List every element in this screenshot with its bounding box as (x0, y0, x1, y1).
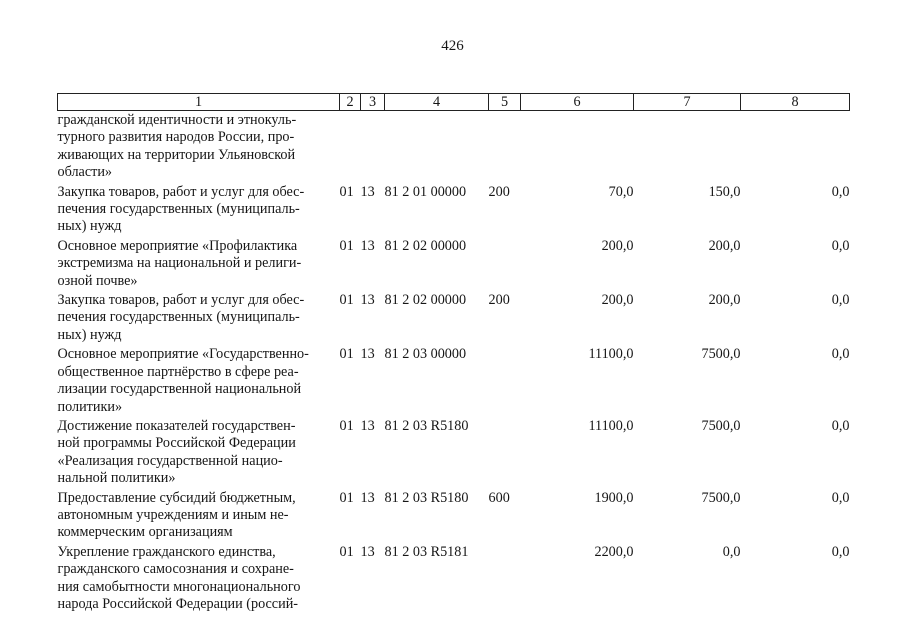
row-name-line: политики» (57, 398, 123, 415)
header-col-1: 1 (58, 94, 340, 111)
row-name-line: печения государственных (муниципаль- (57, 309, 300, 326)
row-name-line: озной почве» (57, 272, 138, 289)
row-c7-cell: 7500,0 (701, 346, 741, 363)
row-c2-cell: 01 (339, 237, 354, 254)
header-col-4: 4 (385, 94, 489, 111)
row-name-cell (58, 111, 340, 183)
row-c6-cell: 1900,0 (594, 489, 634, 506)
row-c8-cell: 0,0 (831, 346, 850, 363)
row-name-line: Закупка товаров, работ и услуг для обес- (57, 183, 305, 200)
header-col-8: 8 (741, 94, 850, 111)
row-c6-cell: 11100,0 (588, 346, 634, 363)
row-c2-cell: 01 (339, 183, 354, 200)
row-c5-cell: 200 (488, 292, 510, 309)
row-c4-cell: 81 2 03 R5181 (384, 543, 469, 560)
table-row (58, 345, 850, 417)
row-c3-cell: 13 (360, 292, 375, 309)
row-c7-cell: 200,0 (708, 292, 741, 309)
row-name-line: печения государственных (муниципаль- (57, 201, 300, 218)
row-name-line: народа Российской Федерации (россий- (57, 595, 299, 612)
row-c3-cell: 13 (360, 346, 375, 363)
table-row (58, 183, 850, 237)
row-name-line: экстремизма на национальной и религи- (57, 255, 302, 272)
row-c6-cell: 200,0 (601, 237, 634, 254)
row-name-line: живающих на территории Ульяновской (57, 146, 296, 163)
row-name-line: лизации государственной национальной (57, 381, 302, 398)
row-c7-cell: 0,0 (722, 543, 741, 560)
row-c2-cell: 01 (339, 489, 354, 506)
table-row (58, 489, 850, 543)
row-c7-cell (634, 111, 741, 183)
row-c8-cell: 0,0 (831, 417, 850, 434)
row-name-line: коммерческим организациям (57, 524, 233, 541)
row-c4-cell: 81 2 03 R5180 (384, 489, 469, 506)
header-col-2: 2 (340, 94, 361, 111)
row-name-line: Основное мероприятие «Государственно- (57, 346, 309, 363)
row-name-cell (58, 543, 340, 615)
row-c5-cell (489, 237, 521, 291)
header-col-6: 6 (521, 94, 634, 111)
header-col-3: 3 (361, 94, 385, 111)
table-row (58, 111, 850, 183)
row-c6-cell: 200,0 (601, 292, 634, 309)
row-c6-cell (521, 111, 634, 183)
table-row (58, 237, 850, 291)
row-name-line: области» (57, 164, 113, 181)
row-c3-cell: 13 (360, 237, 375, 254)
row-c4-cell: 81 2 02 00000 (384, 292, 467, 309)
header-col-5: 5 (489, 94, 521, 111)
row-name-line: Предоставление субсидий бюджетным, (57, 489, 296, 506)
row-c3-cell: 13 (360, 417, 375, 434)
row-c8-cell: 0,0 (831, 543, 850, 560)
row-name-line: автономным учреждениям и иным не- (57, 506, 289, 523)
row-name-line: Закупка товаров, работ и услуг для обес- (57, 292, 305, 309)
row-name-cell (58, 237, 340, 291)
row-name-line: турного развития народов России, про- (57, 129, 295, 146)
row-c5-cell (489, 543, 521, 615)
row-name-cell (58, 291, 340, 345)
row-c3-cell: 13 (360, 543, 375, 560)
row-c8-cell: 0,0 (831, 292, 850, 309)
row-c5-cell: 600 (488, 489, 510, 506)
row-name-line: ных) нужд (57, 218, 122, 235)
row-c6-cell: 11100,0 (588, 417, 634, 434)
row-name-line: Достижение показателей государствен- (57, 417, 296, 434)
row-c2-cell: 01 (339, 417, 354, 434)
row-name-line: общественное партнёрство в сфере реа- (57, 363, 299, 380)
table-row (58, 543, 850, 615)
row-name-cell (58, 183, 340, 237)
table-row (58, 417, 850, 489)
row-c8-cell: 0,0 (831, 183, 850, 200)
row-c3-cell: 13 (360, 489, 375, 506)
row-c8-cell: 0,0 (831, 489, 850, 506)
row-c2-cell: 01 (339, 346, 354, 363)
row-c3-cell: 13 (360, 183, 375, 200)
row-c8-cell (741, 111, 850, 183)
row-c4-cell: 81 2 01 00000 (384, 183, 467, 200)
row-c4-cell: 81 2 02 00000 (384, 237, 467, 254)
row-c6-cell: 2200,0 (594, 543, 634, 560)
row-name-cell (58, 489, 340, 543)
row-name-cell (58, 417, 340, 489)
row-c2-cell (340, 111, 361, 183)
table-body (58, 111, 850, 615)
row-name-line: Основное мероприятие «Профилактика (57, 237, 298, 254)
row-c8-cell: 0,0 (831, 237, 850, 254)
row-name-line: гражданской идентичности и этнокуль- (57, 112, 297, 128)
row-c7-cell: 7500,0 (701, 489, 741, 506)
row-c4-cell (385, 111, 489, 183)
row-name-line: «Реализация государственной нацио- (57, 452, 283, 469)
row-c7-cell: 200,0 (708, 237, 741, 254)
row-name-line: ных) нужд (57, 326, 122, 343)
row-c4-cell: 81 2 03 00000 (384, 346, 467, 363)
row-c7-cell: 150,0 (708, 183, 741, 200)
row-c5-cell (489, 111, 521, 183)
row-c5-cell (489, 345, 521, 417)
row-name-line: Укрепление гражданского единства, (57, 543, 276, 560)
table-row (58, 291, 850, 345)
row-name-line: ной программы Российской Федерации (57, 435, 296, 452)
row-c2-cell: 01 (339, 543, 354, 560)
row-c6-cell: 70,0 (608, 183, 634, 200)
row-c4-cell: 81 2 03 R5180 (384, 417, 469, 434)
budget-table (57, 93, 850, 614)
page-number: 426 (441, 38, 464, 54)
row-c3-cell (361, 111, 385, 183)
row-name-line: ния самобытности многонационального (57, 578, 301, 595)
row-c5-cell (489, 417, 521, 489)
row-c7-cell: 7500,0 (701, 417, 741, 434)
row-name-line: гражданского самосознания и сохране- (57, 561, 294, 578)
row-name-cell (58, 345, 340, 417)
row-name-line: нальной политики» (57, 470, 176, 487)
table-header (58, 94, 850, 111)
row-c2-cell: 01 (339, 292, 354, 309)
row-c5-cell: 200 (488, 183, 510, 200)
header-col-7: 7 (634, 94, 741, 111)
